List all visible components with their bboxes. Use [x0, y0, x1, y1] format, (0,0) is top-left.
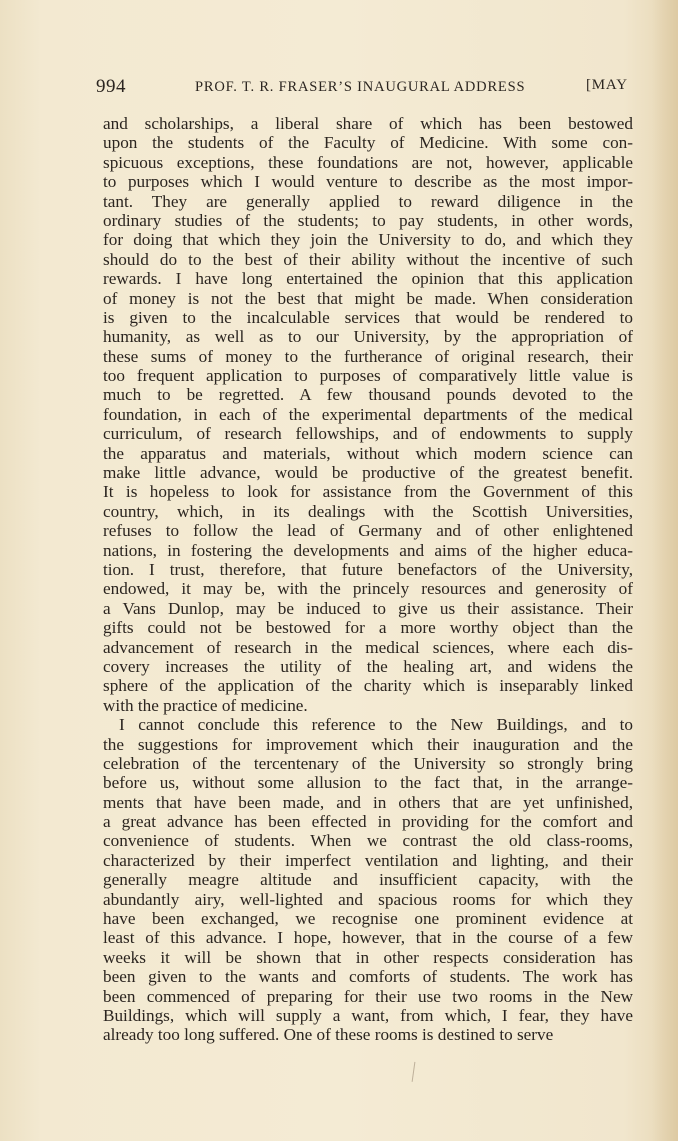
- text-line: and scholarships, a liberal share of which has been bestowed: [103, 114, 633, 133]
- text-line: been given to the wants and comforts of students. The work has: [103, 967, 633, 987]
- page-number: 994: [96, 76, 126, 97]
- text-line: to purposes which I would venture to describe as the most impor-: [103, 172, 633, 192]
- text-line: sphere of the application of the charity which is inseparably linked: [103, 676, 633, 696]
- text-line: curriculum, of research fellowships, and of endowments to supply: [103, 424, 633, 444]
- paragraph: [103, 715, 633, 1045]
- text-line: ments that have been made, and in others that are yet unfinished,: [103, 792, 633, 812]
- text-line: covery increases the utility of the healing art, and widens the: [103, 656, 633, 676]
- running-head-title: PROF. T. R. FRASER’S INAUGURAL ADDRESS: [195, 79, 526, 95]
- text-line: generally meagre altitude and insufficient capacity, with the: [103, 870, 633, 890]
- text-line: celebration of the tercentenary of the University so strongly bring: [103, 753, 633, 773]
- text-line: characterized by their imperfect ventilation and lighting, and their: [103, 850, 633, 870]
- text-line: upon the students of the Faculty of Medicine. With some con-: [103, 133, 633, 153]
- stray-pencil-mark: [412, 1062, 418, 1082]
- text-line: It is hopeless to look for assistance from the Government of this: [103, 482, 633, 502]
- text-line: already too long suffered. One of these rooms is destined to serve: [103, 1025, 554, 1045]
- text-line: abundantly airy, well-lighted and spacious rooms for which they: [103, 889, 633, 909]
- text-line: rewards. I have long entertained the opinion that this application: [103, 269, 633, 289]
- text-line: weeks it will be shown that in other respects consideration has: [103, 947, 633, 967]
- text-line: with the practice of medicine.: [103, 695, 308, 715]
- text-line: nations, in fostering the developments and aims of the higher educa-: [103, 540, 633, 560]
- text-line: the apparatus and materials, without which modern science can: [103, 443, 633, 463]
- running-head-month: [MAY: [586, 77, 628, 93]
- paragraph: [103, 114, 633, 715]
- text-line: I cannot conclude this reference to the New Buildings, and to: [119, 715, 633, 735]
- running-header: [96, 76, 672, 100]
- text-line: of money is not the best that might be made. When consideration: [103, 288, 633, 308]
- text-line: refuses to follow the lead of Germany and of other enlightened: [103, 521, 633, 541]
- text-line: convenience of students. When we contrast the old class-rooms,: [103, 831, 633, 851]
- text-line: endowed, it may be, with the princely resources and generosity of: [103, 579, 633, 599]
- text-line: should do to the best of their ability without the incentive of such: [103, 249, 633, 269]
- text-line: a great advance has been effected in providing for the comfort and: [103, 812, 633, 832]
- text-line: before us, without some allusion to the fact that, in the arrange-: [103, 773, 633, 793]
- text-line: these sums of money to the furtherance of original research, their: [103, 346, 633, 366]
- text-line: tion. I trust, therefore, that future benefactors of the University,: [103, 559, 633, 579]
- text-line: ordinary studies of the students; to pay students, in other words,: [103, 210, 633, 230]
- text-line: a Vans Dunlop, may be induced to give us their assistance. Their: [103, 598, 633, 618]
- text-line: Buildings, which will supply a want, from which, I fear, they have: [103, 1005, 633, 1025]
- text-line: much to be regretted. A few thousand pounds devoted to the: [103, 385, 633, 405]
- text-line: advancement of research in the medical sciences, where each dis-: [103, 637, 633, 657]
- body-text: [103, 114, 633, 1045]
- text-line: foundation, in each of the experimental departments of the medical: [103, 404, 633, 424]
- text-line: have been exchanged, we recognise one prominent evidence at: [103, 909, 633, 929]
- text-line: country, which, in its dealings with the Scottish Universities,: [103, 501, 633, 521]
- page-edge-shadow: [652, 0, 678, 1141]
- text-line: spicuous exceptions, these foundations are not, however, applicable: [103, 152, 633, 172]
- text-line: make little advance, would be productive of the greatest benefit.: [103, 463, 633, 483]
- text-line: least of this advance. I hope, however, that in the course of a few: [103, 928, 633, 948]
- text-line: tant. They are generally applied to reward diligence in the: [103, 191, 633, 211]
- text-line: too frequent application to purposes of comparatively little value is: [103, 366, 633, 386]
- text-line: is given to the incalculable services that would be rendered to: [103, 307, 633, 327]
- text-line: for doing that which they join the University to do, and which they: [103, 230, 633, 250]
- text-line: gifts could not be bestowed for a more worthy object than the: [103, 618, 633, 638]
- text-line: the suggestions for improvement which their inauguration and the: [103, 734, 633, 754]
- text-line: humanity, as well as to our University, by the appropriation of: [103, 327, 633, 347]
- text-line: been commenced of preparing for their use two rooms in the New: [103, 986, 633, 1006]
